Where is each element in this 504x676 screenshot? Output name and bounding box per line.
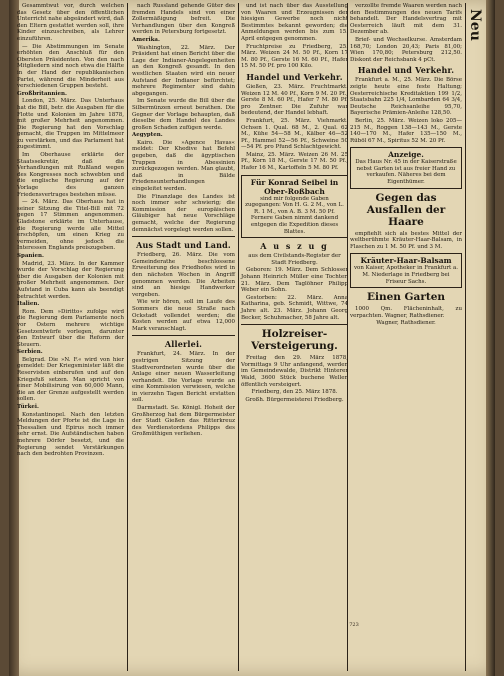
advertisement-title: Anzeige. <box>388 150 424 160</box>
paragraph: Rom. Dem »Diritto« zufolge wird die Regierung dem Parlamente noch vor Ostern mehrere wichtige Gesetzentwürfe vorlegen, darunter den Entwurf über die Reform der Steuern. <box>17 308 124 348</box>
paragraph: Belgrad. Die »N. F.« wird von hier gemeldet: Der Kriegsminister läßt die Reservisten einberufen und auf den Kriegsfuß setzen. Man spricht von einer Mobilisirung von 60,000 Mann, die an der Grenze aufgestellt werden sollen. <box>17 356 124 403</box>
advertisement-title: Für Konrad Seibel in Ober-Roßbach <box>250 177 339 196</box>
advertisement-box <box>350 253 462 288</box>
section-heading: Großbritannien. <box>17 90 67 97</box>
section-heading: Türkei. <box>17 404 39 411</box>
column-rule <box>465 3 466 671</box>
page-stamp: 723 <box>349 622 359 628</box>
advertisement-text: von Kaiser, Apotheker in Frankfurt a. M. Niederlage in Friedberg bei Friseur Sachs. <box>353 265 459 285</box>
paragraph: Im Oberhause erklärte der Staatssekretär, daß die Verhandlungen mit Rußland wegen des Kongresses noch schwebten und die englische Regierung auf der Vorlage des ganzen Friedensvertrages bestehen müsse. <box>17 152 124 198</box>
paragraph: empfiehlt sich als bestes Mittel der weltberühmte Kräuter-Haar-Balsam, in Flaschen zu 1 M. 50 Pf. und 3 M. <box>350 230 462 250</box>
paragraph: verzollte fremde Waaren werden nach den Bestimmungen des neuen Tarifs behandelt. Der Handelsvertrag mit Oesterreich läuft mit dem 31. Dezember ab. <box>350 3 462 36</box>
column-1 <box>17 3 124 671</box>
paragraph: Frankfurt a. M., 25. März. Die Börse zeigte heute eine feste Haltung; Oesterreichische Kreditaktien 199 1/2, Staatsbahn 225 1/4, Lombarden 64 3/4, Deutsche Reichsanleihe 95,70, Bayerische Prämien-Anleihe 128,50. <box>350 77 462 117</box>
signature-date: Friedberg, den 25. März 1878. <box>251 389 338 396</box>
paragraph: Frankfurt, 25. März. Viehmarkt. Ochsen 1. Qual. 68 M., 2. Qual. 62 M., Kühe 54—58 M., Kälber 46—52 Pf., Hammel 52—56 Pf., Schweine 50—54 Pf. pro Pfund Schlachtgewicht. <box>241 117 348 151</box>
paragraph: Geboren: 19. März. Dem Schlosser Johann Heinrich Müller eine Tochter. 21. März. Dem Taglöhner Philipp Weber ein Sohn. <box>241 267 348 294</box>
section-heading: Italien. <box>17 301 40 308</box>
column-4 <box>350 3 462 671</box>
newspaper-page <box>9 0 495 676</box>
signature: Wagner, Rathsdiener. <box>376 320 436 327</box>
column-2 <box>132 3 235 671</box>
paragraph: Die Finanzlage des Landes ist noch immer sehr schwierig; die Kommission der europäischen Gläubiger hat neue Vorschläge gemacht, welche der Regierung demnächst vorgelegt werden sollen. <box>132 193 235 233</box>
garden-ad-headline: Einen Garten <box>366 291 446 304</box>
advertisement-title: Kräuter-Haar-Balsam <box>360 256 452 266</box>
paragraph: Wie wir hören, soll im Laufe des Sommers die neue Straße nach Ockstadt vollendet werden; die Kosten werden auf etwa 12,000 Mark veranschlagt. <box>132 299 235 332</box>
hair-ad-headline: Gegen das Ausfallen der Haare <box>366 191 446 228</box>
paragraph: nach Russland gehende Güter des fremden Handels sind von einer Zollermäßigung befreit. Die Verhandlungen über den Kongreß werden in Petersburg fortgesetzt. <box>132 3 235 36</box>
paragraph: und ist nach über das Ausstellung von Waaren und Erzeugnissen der hiesigen Gewerbe noch nicht Bestimmtes bekannt geworden; die Anmeldungen werden bis zum 15. April entgegen genommen. <box>241 3 348 42</box>
paragraph: Gießen, 23. März. Fruchtmarkt. Weizen 12 M. 40 Pf., Korn 9 M. 20 Pf., Gerste 8 M. 60 Pf., Hafer 7 M. 80 Pf. pro Zentner. Die Zufuhr war bedeutend, der Handel lebhaft. <box>241 83 348 117</box>
paragraph: Friedberg, 26. März. Die vom Gemeinderathe beschlossene Erweiterung des Friedhofes wird in den nächsten Wochen in Angriff genommen werden. Die Arbeiten sind an hiesige Handwerker vergeben. <box>132 252 235 298</box>
signature-authority: Großh. Bürgermeisterei Friedberg. <box>245 396 344 403</box>
paragraph: Fruchtpreise zu Friedberg, 25. März. Weizen 24 M. 50 Pf., Korn 17 M. 80 Pf., Gerste 16 M. 60 Pf., Hafer 15 M. 50 Pf. pro 100 Kilo. <box>241 43 348 70</box>
section-header-extract: A u s z u g <box>260 241 329 252</box>
paragraph: Washington, 22. März. Der Präsident hat einen Bericht über die Lage der Indianer-Angelegenheiten an den Kongreß gesandt. In den westlichen Staaten wird ein neuer Aufstand der Indianer befürchtet; mehrere Regimenter sind dahin abgegangen. <box>132 44 235 97</box>
paragraph: Madrid, 23. März. In der Kammer wurde der Vorschlag der Regierung über die Ausgaben der Kolonien mit großer Mehrheit angenommen. Der Aufstand in Cuba kann als beendigt betrachtet werden. <box>17 260 124 300</box>
auction-headline: Holzreiser-Versteigerung. <box>251 328 338 353</box>
advertisement-box <box>241 175 348 239</box>
section-heading: Spanien. <box>17 252 44 259</box>
paragraph: London, 25. März. Das Unterhaus hat die Bill, betr. die Ausgaben für die Flotte und Kolonien im Jahre 1878, mit großer Mehrheit angenommen. Die Regierung hat den Vorschlag gemacht, die Truppen im Mittelmeer zu verstärken, und das Parlament hat zugestimmt. <box>17 98 124 151</box>
paragraph: Gestorben: 22. März. Anna Katharina, geb. Schmidt, Wittwe, 74 Jahre alt. 23. März. Johann Georg Becker, Schuhmacher, 58 Jahre alt. <box>241 294 348 321</box>
section-header-local-news: Aus Stadt und Land. <box>136 240 231 251</box>
paragraph: Konstantinopel. Nach den letzten Meldungen der Pforte ist die Lage in Thessalien und Epirus noch immer sehr ernst. Die Aufständischen haben mehrere Dörfer besetzt, und die Regierung sendet Verstärkungen nach den bedrohten Provinzen. <box>17 411 124 458</box>
column-rule <box>238 3 239 671</box>
cut-off-heading: Neu <box>467 9 483 41</box>
column-3 <box>241 3 348 671</box>
column-rule <box>127 3 128 671</box>
divider <box>132 236 235 237</box>
paragraph: Freitag den 29. März 1878, Vormittags 9 Uhr anfangend, werden im Gemeindewalde, Distrikt Hinterer Wald, 3600 Stück buchene Wellen öffentlich versteigert. <box>241 355 348 388</box>
paragraph: Kairo. Die »Agence Havas« meldet: Der Khedive hat Befehl gegeben, daß die ägyptischen Truppen in Abessinien zurückgezogen werden. Man glaubt, daß in Bälde Friedensunterhandlungen eingeleitet werden. <box>132 139 235 193</box>
advertisement-text: sind mir folgende Gaben zugegangen: Von H. G. 2 M., von L. R. 1 M., von A. B. 3 M. 50 Pf. Fernere Gaben nimmt dankend entgegen die Expedition dieses Blattes. <box>245 195 344 235</box>
divider <box>241 324 348 325</box>
paragraph: Frankfurt, 24. März. In der gestrigen Sitzung der Stadtverordneten wurde über die Anlage einer neuen Wasserleitung verhandelt. Die Vorlage wurde an eine Kommission verwiesen, welche in vierzehn Tagen Bericht erstatten soll. <box>132 351 235 404</box>
paragraph: Mainz, 25. März. Weizen 26 M. 25 Pf., Korn 18 M., Gerste 17 M. 50 Pf., Hafer 16 M., Kartoffeln 5 M. 80 Pf. <box>241 151 348 172</box>
paragraph: Brief- und Wechselkurse. Amsterdam 168,70; London 20,43; Paris 81,00; Wien 170,80; Petersburg 212,50. Diskont der Reichsbank 4 pCt. <box>350 36 462 63</box>
page-edge <box>486 0 495 676</box>
section-heading: Amerika. <box>132 36 160 43</box>
divider <box>132 335 235 336</box>
paragraph: 1000 Qm. Flächeninhalt, zu verpachten. Wagner, Rathsdiener. <box>350 306 462 319</box>
section-heading: Aegypten. <box>132 132 163 139</box>
subheading: aus dem Civilstands-Register der Stadt Friedberg. <box>248 253 341 266</box>
paragraph: Berlin, 25. März. Weizen loko 205—215 M., Roggen 138—143 M., Gerste 140—170 M., Hafer 135—150 M., Rüböl 67 M., Spiritus 52 M. 20 Pf. <box>350 117 462 144</box>
paragraph: Im Senate wurde die Bill über die Silbermünzen erneut berathen. Die Gegner der Vorlage behaupten, daß dieselbe dem Handel des Landes großen Schaden zufügen werde. <box>132 98 235 131</box>
section-header-trade: Handel und Verkehr. <box>246 71 343 82</box>
advertisement-text: Das Haus Nr. 45 in der Kaiserstraße nebst Garten ist aus freier Hand zu verkaufen. Näheres bei dem Eigenthümer. <box>355 159 457 186</box>
paragraph: — Die Abstimmungen im Senate erhöhten den Anschluß für den Obersten Präsidenten. Von den nach Mitgliedern sind noch etwa die Hälfte in der Hand der republikanischen Partei, während die Minderheit aus verschiedenen Gruppen besteht. <box>17 43 124 90</box>
paragraph: — 24. März. Das Oberhaus hat in seiner Sitzung die Titel-Bill mit 72 gegen 17 Stimmen angenommen. Gladstone erklärte im Unterhause, die Regierung werde alle Mittel erschöpfen, um einen Krieg zu vermeiden, ohne jedoch die Interessen Englands preiszugeben. <box>17 199 124 252</box>
section-header-trade: Handel und Verkehr. <box>357 65 455 76</box>
advertisement-box <box>350 147 462 188</box>
section-heading: Serbien. <box>17 349 43 356</box>
paragraph: Gesammtwut vor, durch welchen das Gesetz über den öffentlichen Unterricht nahe abgeändert wird, daß den Eltern gestattet werden soll, ihre Kinder einzuschreiben, als Lehrer einzuführen. <box>17 3 124 42</box>
paragraph: Darmstadt. Se. Königl. Hoheit der Großherzog hat dem Bürgermeister der Stadt Gießen das Ritterkreuz des Verdienstordens Philipps des Großmüthigen verliehen. <box>132 405 235 438</box>
column-rule <box>347 3 348 671</box>
section-header-miscellany: Allerlei. <box>164 339 203 350</box>
